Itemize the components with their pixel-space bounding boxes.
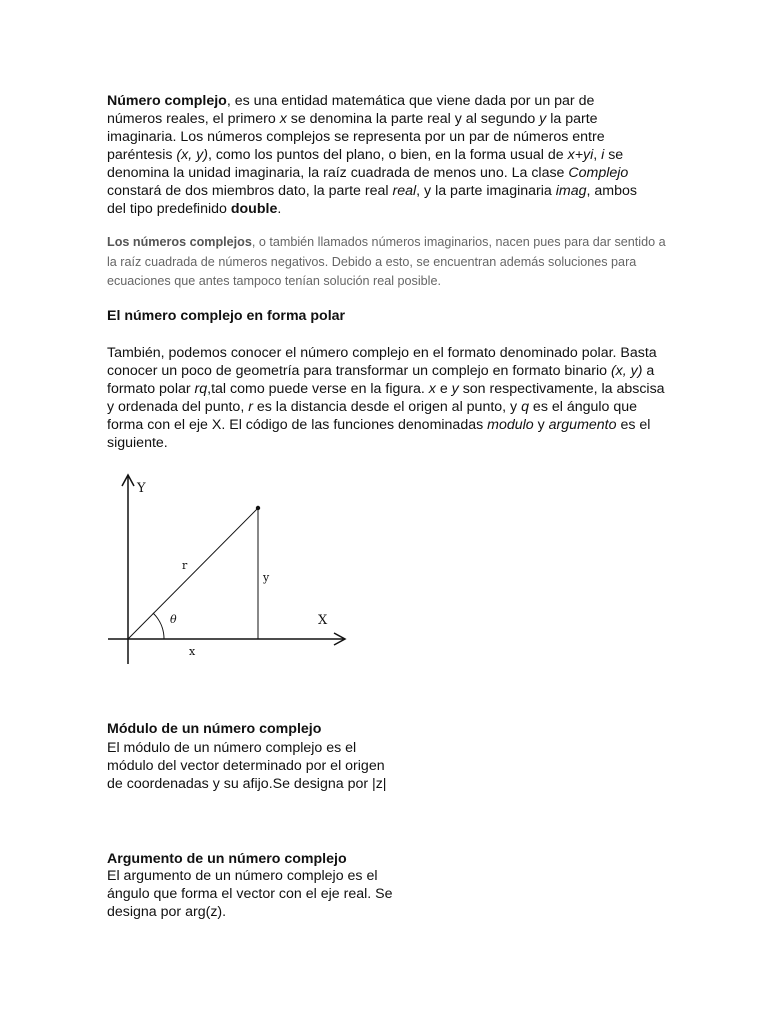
polar-var-r: r xyxy=(248,399,253,415)
polar-argumento: argumento xyxy=(548,417,617,433)
intro-title: Número complejo xyxy=(107,93,227,109)
intro-var-x: x xyxy=(279,111,287,127)
x-label: x xyxy=(189,645,196,658)
intro-text: constará de dos miembros dato, la parte real xyxy=(107,183,393,199)
intro-pair: (x, y) xyxy=(176,147,208,163)
polar-text: ,tal como puede verse en la figura. xyxy=(207,381,429,397)
intro-text: , y la parte imaginaria xyxy=(416,183,556,199)
intro-member-imag: imag xyxy=(555,183,587,199)
intro-form: x+yi xyxy=(567,147,594,163)
polar-heading: El número complejo en forma polar xyxy=(107,308,346,324)
polar-text: es la distancia desde el origen al punto, y xyxy=(252,399,522,415)
polar-text: e xyxy=(435,381,452,397)
note-bold: Los números complejos xyxy=(107,235,252,249)
x-axis-label: X xyxy=(318,613,328,628)
note-text: , o también llamados números imaginarios, nacen pues para dar sentido a la raíz cuadrada de números negativos. Debido a esto, se encuentran además soluciones para ecuaciones que antes tampoco tenían solución real posible. xyxy=(107,235,666,288)
intro-text: , xyxy=(593,147,602,163)
polar-modulo: modulo xyxy=(487,417,534,433)
polar-text: es el siguiente. xyxy=(107,417,651,451)
radius-line xyxy=(128,508,258,639)
intro-var-y: y xyxy=(539,111,547,127)
polar-paragraph xyxy=(107,344,667,452)
intro-type-double: double xyxy=(230,201,278,217)
y-label: y xyxy=(263,571,270,584)
modulo-paragraph: El módulo de un número complejo es el módulo del vector determinado por el origen de coordenadas y su afijo.Se designa por |z| xyxy=(107,740,387,792)
intro-text: , ambos del tipo predefinido xyxy=(107,183,637,217)
note-paragraph xyxy=(107,233,677,292)
intro-class-name: Complejo xyxy=(568,165,629,181)
intro-text: , como los puntos del plano, o bien, en la forma usual de xyxy=(207,147,568,163)
polar-rq: rq xyxy=(194,381,208,397)
point-marker xyxy=(256,506,260,510)
polar-text: También, podemos conocer el número complejo en el formato denominado polar. Basta conocer un poco de geometría para transformar un complejo en formato binario xyxy=(107,345,657,379)
intro-text: . xyxy=(277,201,282,217)
polar-var-y: y xyxy=(451,381,459,397)
polar-var-x: x xyxy=(428,381,436,397)
polar-text: a formato polar xyxy=(107,363,655,397)
polar-pair: (x, y) xyxy=(610,363,643,379)
polar-text: y xyxy=(533,417,549,433)
argumento-paragraph: El argumento de un número complejo es el ángulo que forma el vector con el eje real. Se designa por arg(z). xyxy=(107,868,393,920)
polar-var-q: q xyxy=(521,399,529,415)
r-label: r xyxy=(182,559,188,572)
intro-text: se denomina la parte real y al segundo xyxy=(286,111,540,127)
modulo-heading: Módulo de un número complejo xyxy=(107,721,322,737)
intro-text: , es una entidad matemática que viene dada por un par de números reales, el primero xyxy=(107,93,595,127)
polar-text: es el ángulo que forma con el eje X. El código de las funciones denominadas xyxy=(107,399,638,433)
argumento-heading: Argumento de un número complejo xyxy=(107,851,347,867)
intro-text: se denomina la unidad imaginaria, la raíz cuadrada de menos uno. La clase xyxy=(107,147,624,181)
theta-label: θ xyxy=(170,613,177,626)
intro-paragraph xyxy=(107,92,647,218)
intro-text: la parte imaginaria. Los números complejos se representa por un par de números entre paréntesis xyxy=(107,111,605,163)
intro-member-real: real xyxy=(392,183,417,199)
polar-text: son respectivamente, la abscisa y ordenada del punto, xyxy=(107,381,665,415)
angle-arc xyxy=(153,613,164,639)
intro-var-i: i xyxy=(601,147,605,163)
y-axis-label: Y xyxy=(137,481,146,496)
polar-diagram xyxy=(100,470,360,670)
